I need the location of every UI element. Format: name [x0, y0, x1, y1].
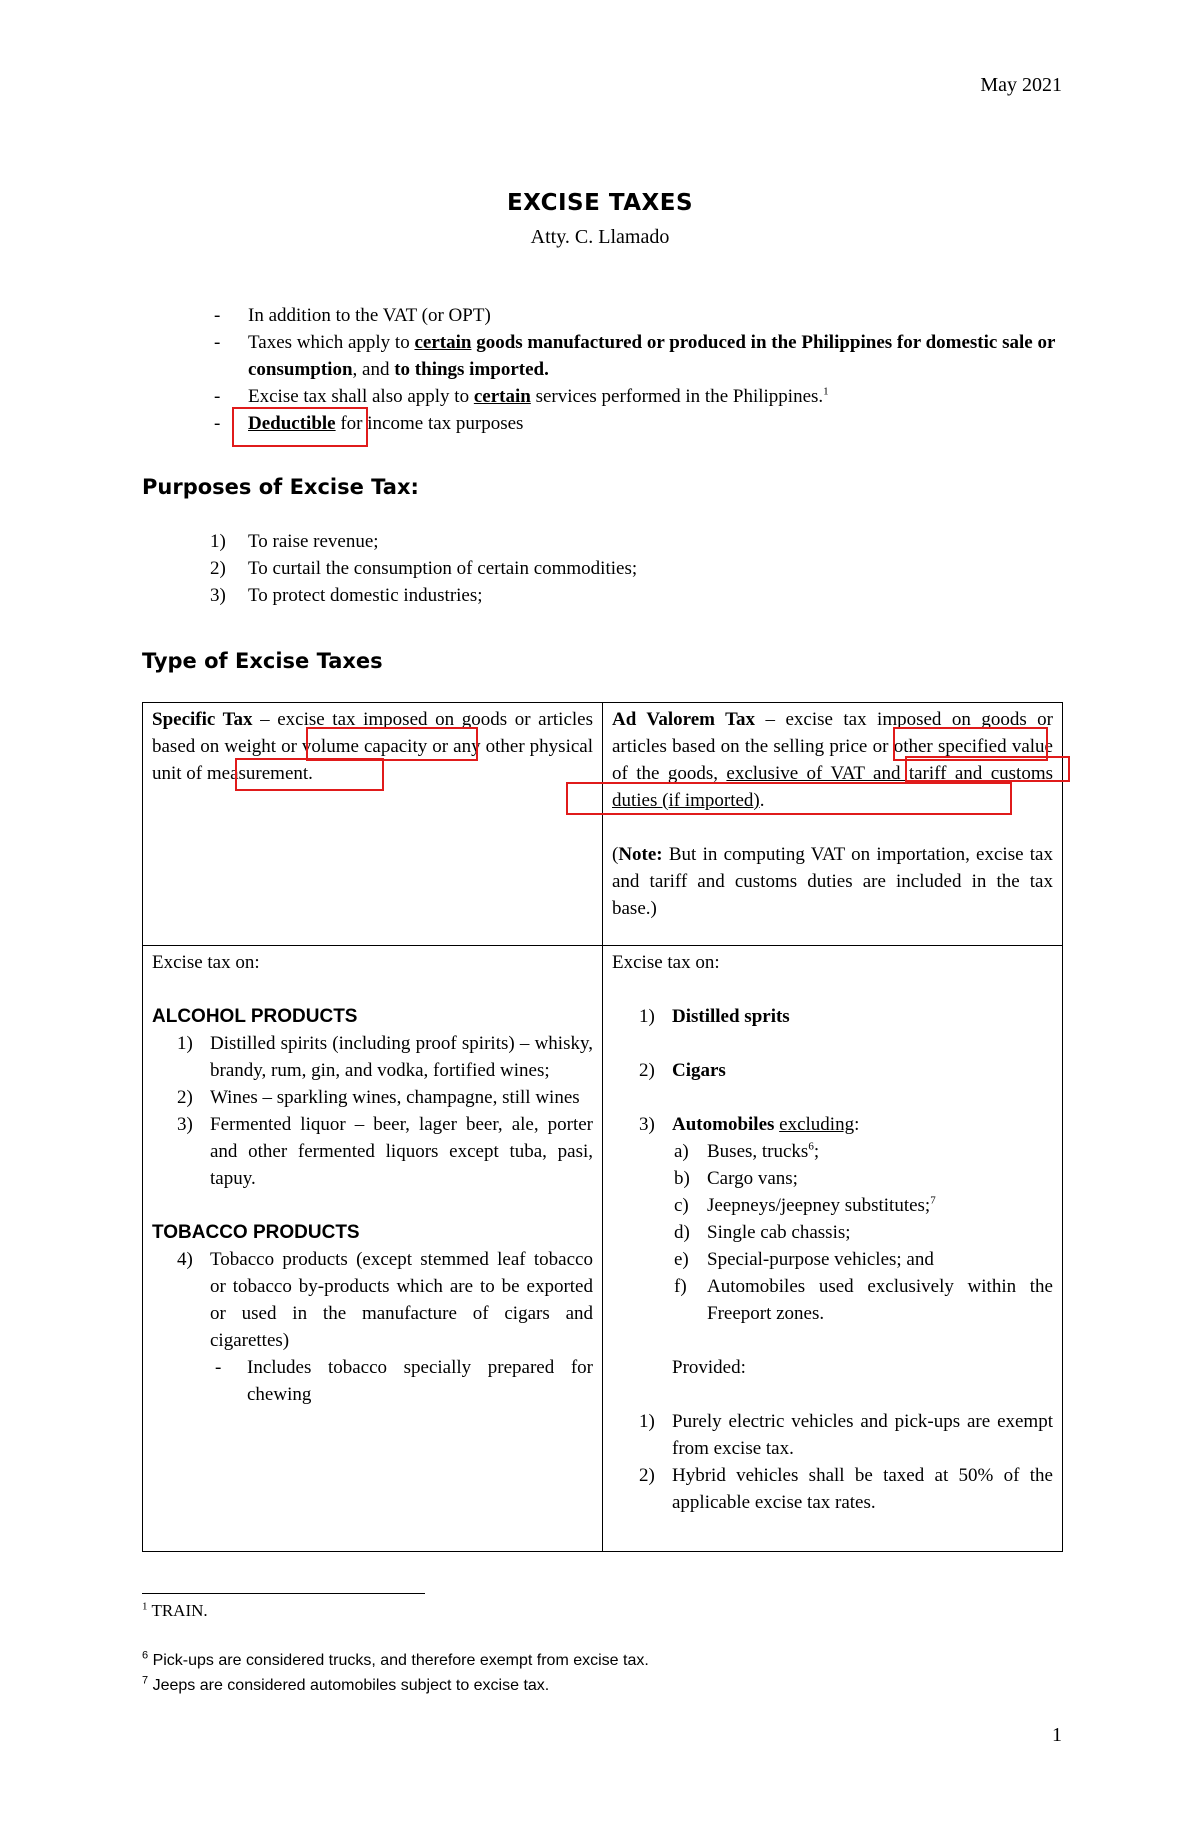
footnote-text: Jeeps are considered automobiles subject to excise tax.: [152, 1677, 550, 1694]
list-text: Cigars: [672, 1060, 726, 1081]
purpose-text: To raise revenue;: [248, 531, 379, 552]
footnote-ref: 7: [930, 1194, 936, 1207]
header-date: May 2021: [980, 74, 1062, 96]
list-number: 1): [639, 1411, 655, 1432]
bullet-text: , and: [352, 359, 395, 380]
list-subitem: [612, 1138, 1053, 1165]
list-subitem: [612, 1165, 1053, 1192]
bullet-item: [210, 383, 1080, 410]
note-text: But in computing VAT on importation, excise tax and tariff and customs duties are included in the tax base.): [612, 844, 1053, 919]
list-item: [152, 1246, 593, 1354]
bullet-text: for income tax purposes: [335, 413, 524, 434]
list-number: 3): [177, 1114, 193, 1135]
document-title: EXCISE TAXES: [506, 190, 694, 216]
list-text: Automobiles: [672, 1114, 775, 1135]
document-author: Atty. C. Llamado: [530, 226, 670, 248]
ad-valorem-exclusion: exclusive of VAT and tariff and customs duties (if imported): [612, 763, 1053, 811]
ad-valorem-definition-end: .: [759, 790, 765, 811]
list-letter: b): [674, 1168, 690, 1189]
bullet-text: services performed in the Philippines.: [530, 386, 824, 407]
list-letter: f): [674, 1276, 687, 1297]
footnote-ref: 1: [823, 385, 829, 398]
page-number: 1: [1052, 1724, 1062, 1746]
list-item: [612, 1462, 1053, 1516]
footnote-number: 6: [142, 1649, 149, 1662]
list-text: Jeepneys/jeepney substitutes;: [707, 1195, 931, 1216]
annotation-box-deductible: [232, 407, 368, 447]
tobacco-heading: TOBACCO PRODUCTS: [152, 1222, 360, 1243]
emphasis-certain: certain: [414, 332, 472, 353]
specific-tax-products-cell: [143, 946, 603, 1552]
annotation-box-physical-unit: [235, 758, 384, 791]
bullet-item: [210, 302, 1080, 329]
purpose-item: [210, 555, 637, 582]
list-number: 1): [177, 1033, 193, 1054]
list-text: Tobacco products (except stemmed leaf tobacco or tobacco by-products which are to be exported or used in the manufacture of cigars and cigarettes): [210, 1249, 593, 1351]
purposes-list: [210, 528, 637, 609]
footnote-number: 7: [142, 1674, 149, 1687]
list-subitem: [612, 1219, 1053, 1246]
list-text: ;: [813, 1141, 820, 1162]
list-text: Distilled sprits: [672, 1006, 790, 1027]
bullet-bold-text: goods manufactured or produced in the Philippines for domestic sale or consumption: [248, 332, 1056, 380]
ad-valorem-products-cell: [603, 946, 1063, 1552]
list-letter: d): [674, 1222, 690, 1243]
footnote-separator: [142, 1593, 425, 1594]
list-letter: a): [674, 1141, 689, 1162]
annotation-box-exclusive-of: [905, 756, 1070, 782]
list-text: Single cab chassis;: [707, 1222, 851, 1243]
emphasis-certain: certain: [473, 386, 531, 407]
footnote: [142, 1650, 649, 1672]
footnote: [142, 1600, 208, 1622]
list-number: 2): [210, 558, 226, 579]
footnote-text: TRAIN.: [151, 1601, 208, 1620]
list-text: Special-purpose vehicles; and: [707, 1249, 934, 1270]
purpose-text: To protect domestic industries;: [248, 585, 483, 606]
list-number: 1): [639, 1006, 655, 1027]
footnote-number: 1: [142, 1600, 148, 1613]
footnote-text: Pick-ups are considered trucks, and therefore exempt from excise tax.: [152, 1652, 649, 1669]
list-number: 1): [210, 531, 226, 552]
ad-valorem-term: Ad Valorem Tax: [612, 709, 756, 730]
note-label: Note:: [618, 844, 663, 865]
excise-type-table: [142, 702, 1063, 1552]
specific-tax-definition: – excise tax imposed on goods or articles based on weight or volume capacity or any other physical unit of measurement.: [152, 709, 593, 784]
list-subitem: [152, 1354, 593, 1408]
list-item: [612, 1111, 1053, 1138]
alcohol-heading: ALCOHOL PRODUCTS: [152, 1006, 358, 1027]
footnote-ref: 6: [808, 1140, 814, 1153]
list-subitem: [612, 1246, 1053, 1273]
list-text: Includes tobacco specially prepared for chewing: [247, 1357, 593, 1405]
bullet-text: Taxes which apply to: [248, 332, 415, 353]
list-text: Hybrid vehicles shall be taxed at 50% of the applicable excise tax rates.: [672, 1465, 1053, 1513]
list-subitem: [612, 1273, 1053, 1327]
list-number: 4): [177, 1249, 193, 1270]
bullet-text: In addition to the VAT (or OPT): [248, 305, 491, 326]
list-text-underlined: excluding: [779, 1114, 855, 1135]
bullet-bold-text: to things imported.: [394, 359, 549, 380]
list-item: [152, 1084, 593, 1111]
list-letter: e): [674, 1249, 689, 1270]
list-text: :: [854, 1114, 860, 1135]
list-number: 2): [639, 1060, 655, 1081]
note-paren: (: [612, 844, 619, 865]
list-text: Automobiles used exclusively within the Freeport zones.: [707, 1276, 1053, 1324]
cell-intro: Excise tax on:: [612, 952, 720, 973]
list-text: Wines – sparkling wines, champagne, still wines: [210, 1087, 580, 1108]
purpose-text: To curtail the consumption of certain commodities;: [248, 558, 638, 579]
purposes-heading: Purposes of Excise Tax:: [142, 475, 419, 499]
table-row: [143, 946, 1063, 1552]
annotation-box-vat-tariff-customs: [566, 782, 1012, 815]
specific-tax-term: Specific Tax: [152, 709, 253, 730]
list-letter: c): [674, 1195, 689, 1216]
emphasis-deductible: Deductible: [248, 413, 336, 434]
cell-intro: Excise tax on:: [152, 952, 260, 973]
list-subitem: [612, 1192, 1053, 1219]
bullet-text: Excise tax shall also apply to: [248, 386, 474, 407]
list-dash: -: [215, 1357, 222, 1378]
types-heading: Type of Excise Taxes: [142, 649, 383, 673]
list-item: [612, 1003, 1053, 1030]
list-number: 2): [639, 1465, 655, 1486]
list-item: [152, 1111, 593, 1192]
list-number: 3): [210, 585, 226, 606]
provided-label: Provided:: [672, 1357, 746, 1378]
ad-valorem-definition: – excise tax imposed on goods or articles based on the selling price or other specified value of the goods,: [612, 709, 1053, 784]
list-item: [612, 1408, 1053, 1462]
list-text: Purely electric vehicles and pick-ups are exempt from excise tax.: [672, 1411, 1053, 1459]
purpose-item: [210, 582, 637, 609]
list-item: [152, 1030, 593, 1084]
footnote: [142, 1675, 549, 1697]
list-text: Cargo vans;: [707, 1168, 798, 1189]
annotation-box-weight-volume: [306, 727, 478, 761]
list-item: [612, 1057, 1053, 1084]
list-text: Fermented liquor – beer, lager beer, ale, porter and other fermented liquors except tuba, pasi, tapuy.: [210, 1114, 593, 1189]
bullet-item: [210, 329, 1080, 383]
list-text: Distilled spirits (including proof spirits) – whisky, brandy, rum, gin, and vodka, fortified wines;: [210, 1033, 593, 1081]
list-number: 3): [639, 1114, 655, 1135]
purpose-item: [210, 528, 637, 555]
list-number: 2): [177, 1087, 193, 1108]
list-text: Buses, trucks: [707, 1141, 809, 1162]
